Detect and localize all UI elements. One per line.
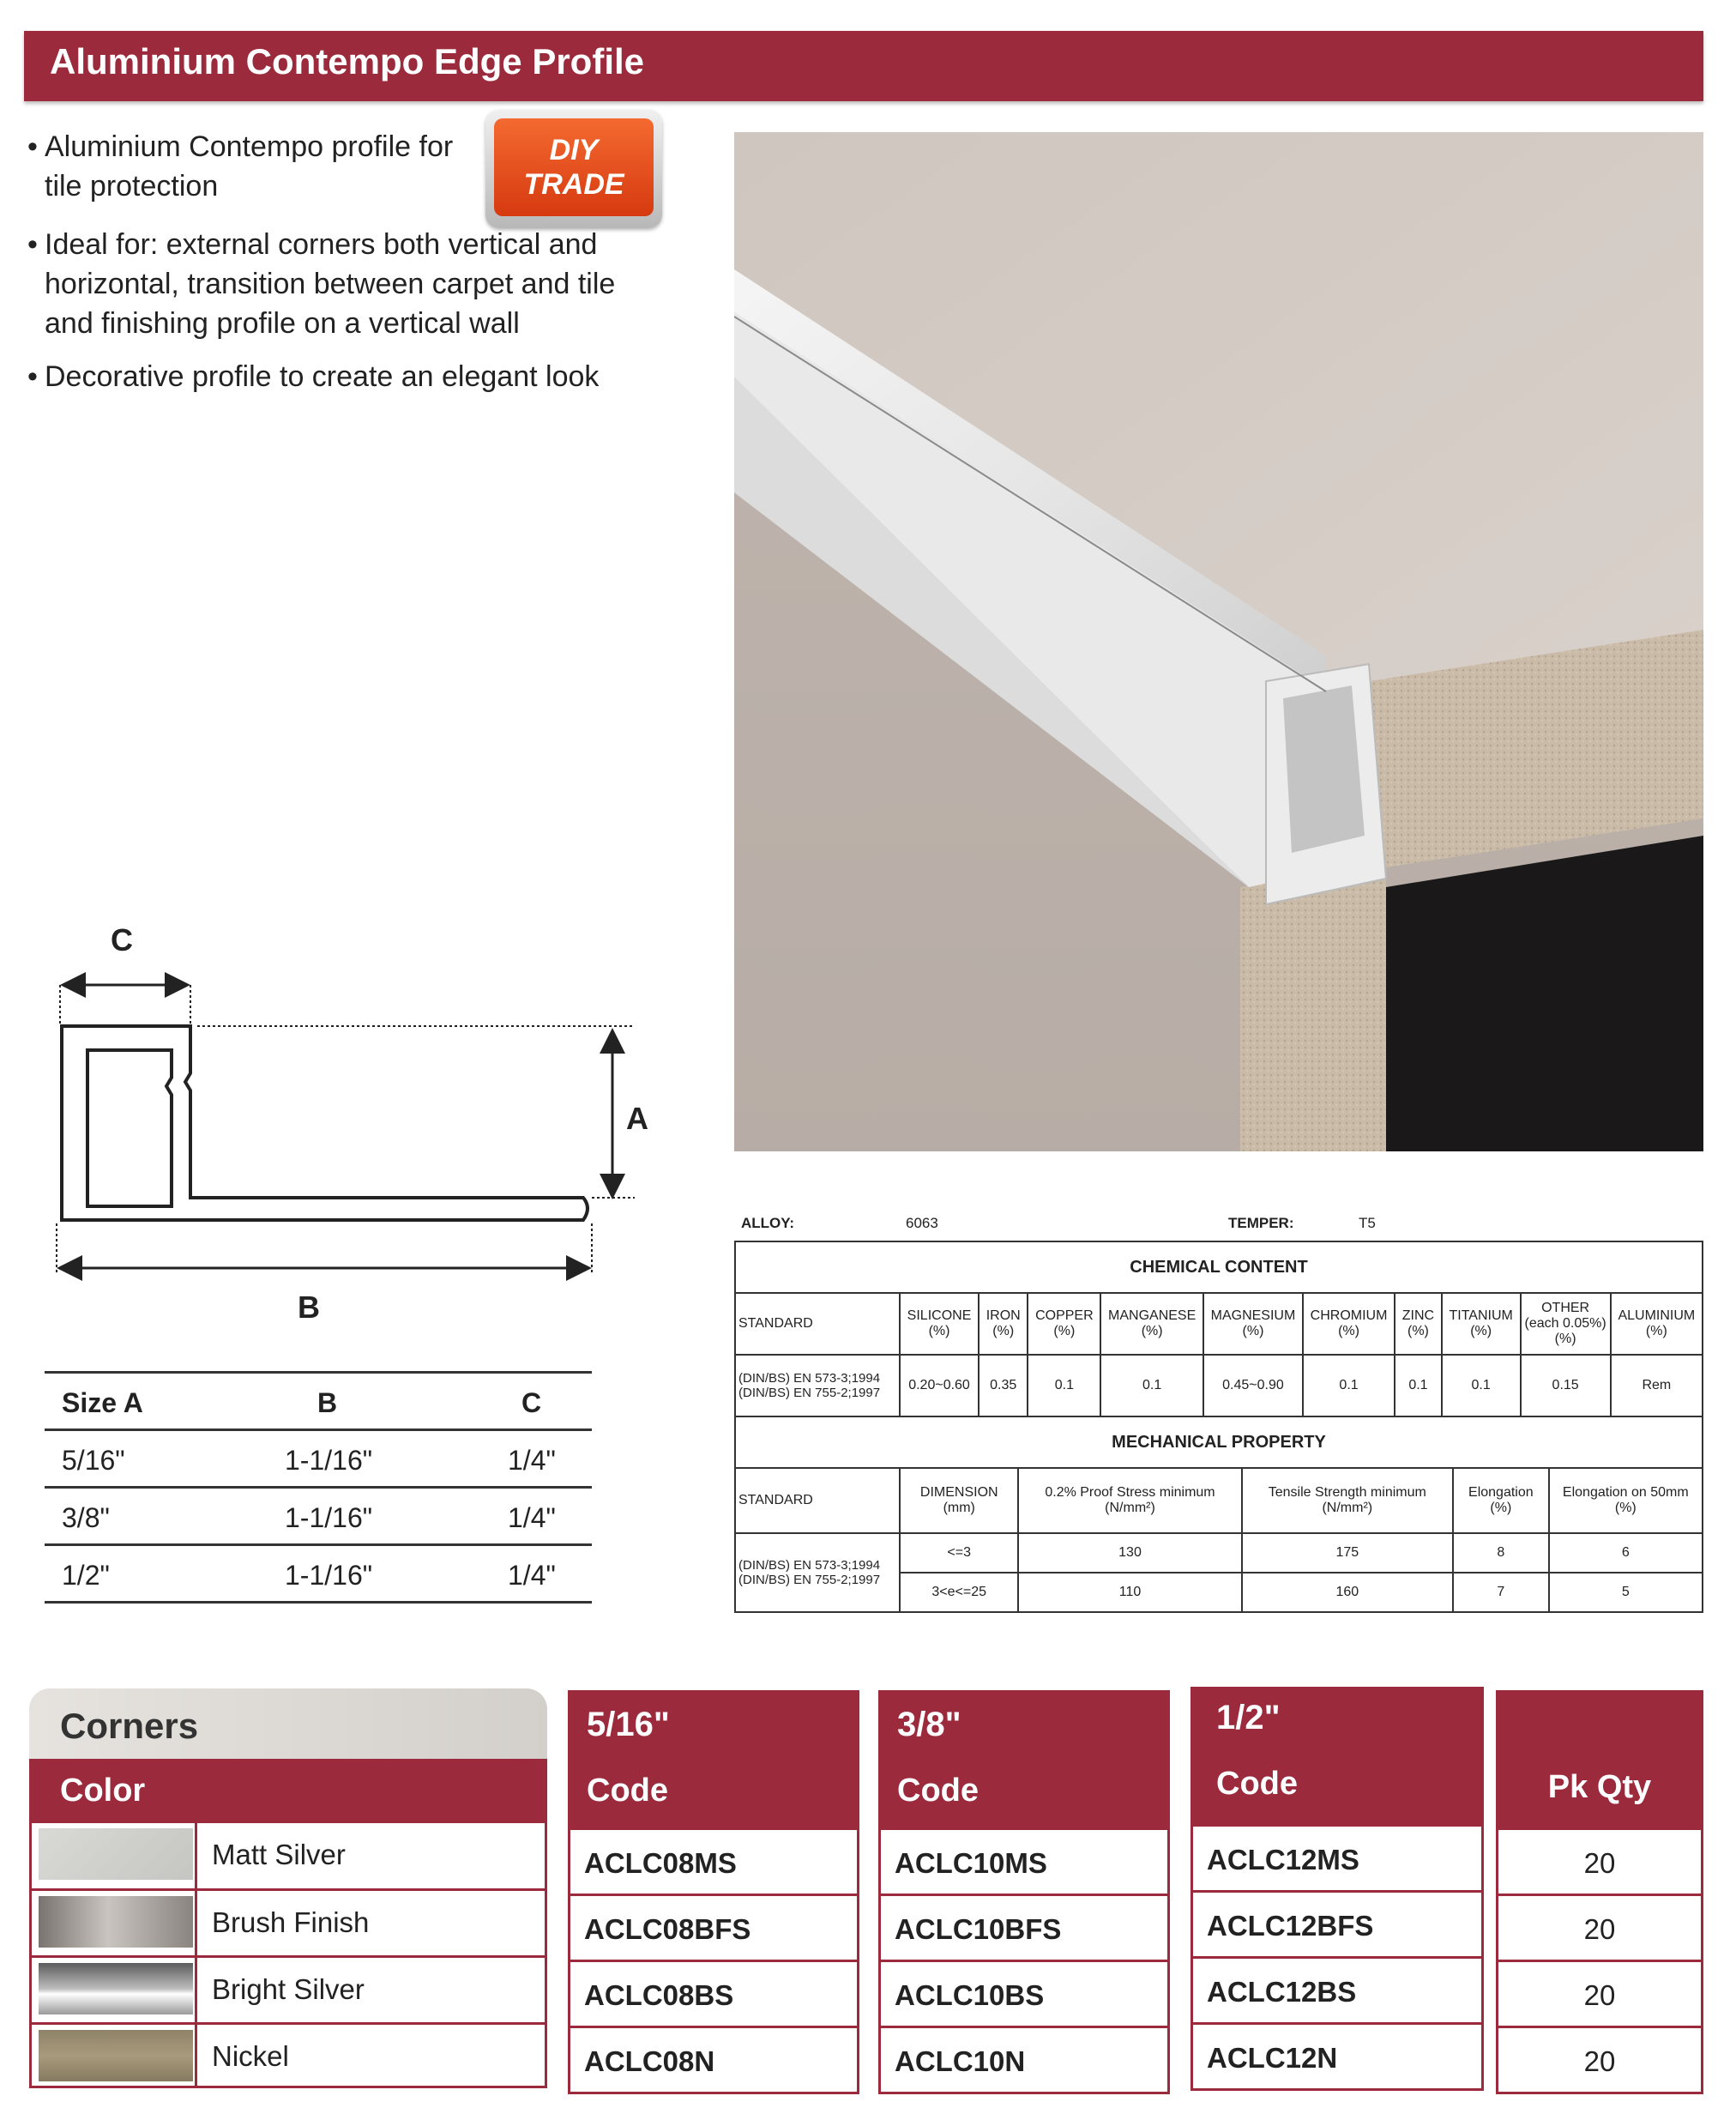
size-a-cell: 3/8" [62,1502,110,1533]
bright-silver-swatch [39,1963,193,2014]
pk-qty-cell [1496,1827,1703,1896]
code-text: ACLC08MS [584,1847,737,1879]
mech-header: Elongation on 50mm (%) [1549,1468,1703,1533]
mech-header: Tensile Strength minimum (N/mm²) [1242,1468,1454,1533]
alloy-label: ALLOY: [741,1215,795,1231]
product-photo [734,132,1703,1151]
chem-value: 0.35 [979,1355,1028,1416]
chem-header: TITANIUM (%) [1442,1293,1521,1355]
code-cell [1190,1890,1484,1959]
chemical-title: CHEMICAL CONTENT [735,1241,1703,1293]
color-name: Bright Silver [212,1973,365,2005]
pk-qty-label: Pk Qty [1547,1769,1652,1805]
pk-qty-value: 20 [1583,1979,1616,2011]
code-text: ACLC12BFS [1207,1910,1374,1942]
chem-value: 0.1 [1395,1355,1442,1416]
badge-line-1: DIY [549,134,599,166]
corners-header [29,1688,547,1762]
size-a-cell: 1/2" [62,1560,110,1591]
code-cell [568,1894,859,1962]
list-item [32,1823,545,1888]
mech-value: 110 [1018,1573,1241,1612]
column-code-label: Code [1216,1766,1298,1802]
code-text: ACLC10BFS [895,1913,1062,1945]
code-text: ACLC12BS [1207,1976,1357,2008]
code-cell [568,1827,859,1896]
corners-title: Corners [60,1706,199,1746]
page-title: Aluminium Contempo Edge Profile [50,41,645,82]
title-bar [24,31,1703,101]
mech-standard: (DIN/BS) EN 573-3;1994 (DIN/BS) EN 755-2;1997 [735,1533,900,1612]
mech-value: 3<e<=25 [900,1573,1018,1612]
size-table [45,1371,592,1604]
bullet-2-text: Ideal for: external corners both vertical and horizontal, transition between carpet and tile and finishing profile on a vertical wall [45,228,616,340]
color-list [29,1821,547,2088]
pk-qty-cell [1496,1894,1703,1962]
code-text: ACLC10N [895,2045,1026,2077]
temper-label: TEMPER: [1228,1215,1294,1231]
column-code-label: Code [587,1773,668,1809]
code-cell [1190,1956,1484,2025]
header-size-a: Size A [62,1387,143,1418]
chem-header: SILICONE (%) [900,1293,979,1355]
code-cell [878,1827,1170,1896]
column-1-2-header [1190,1687,1484,1826]
chem-header: OTHER (each 0.05%) (%) [1521,1293,1611,1355]
column-size-label: 1/2" [1216,1699,1281,1736]
bullet-1: • Aluminium Contempo profile for tile protection [27,127,473,206]
diy-trade-badge [485,110,662,228]
chemical-table [734,1241,1703,1417]
mech-value: 6 [1549,1533,1703,1573]
mech-value: 175 [1242,1533,1454,1573]
code-text: ACLC08BS [584,1979,734,2011]
size-c-cell: 1/4" [508,1445,556,1476]
mech-header: Elongation (%) [1453,1468,1549,1533]
pk-qty-value: 20 [1583,1913,1616,1945]
bullet-3-text: Decorative profile to create an elegant look [45,360,600,393]
chem-value: 0.45~0.90 [1203,1355,1303,1416]
code-text: ACLC08BFS [584,1913,751,1945]
code-cell [1190,1824,1484,1893]
mech-value: <=3 [900,1533,1018,1573]
list-item [32,1958,545,2023]
alloy-value: 6063 [906,1215,938,1231]
code-cell [878,2026,1170,2094]
code-cell [878,1894,1170,1962]
list-item [32,1891,545,1956]
label-b: B [298,1290,320,1325]
code-text: ACLC08N [584,2045,715,2077]
header-b: B [317,1387,338,1418]
column-5-16-header [568,1690,859,1829]
list-item [32,2025,545,2090]
column-size-label: 3/8" [897,1706,961,1743]
chem-value: Rem [1611,1355,1703,1416]
mechanical-title: MECHANICAL PROPERTY [735,1416,1703,1468]
size-table-header [45,1371,592,1431]
mech-value: 130 [1018,1533,1241,1573]
size-b-cell: 1-1/16" [285,1445,373,1476]
bullet-3: • Decorative profile to create an elegant look [27,357,645,396]
alloy-temper-row [734,1210,1703,1241]
brush-finish-swatch [39,1896,193,1948]
color-name: Nickel [212,2040,289,2072]
nickel-swatch [39,2030,193,2081]
table-row [45,1546,592,1604]
chem-value: 0.1 [1100,1355,1203,1416]
profile-diagram [43,915,660,1326]
code-text: ACLC12MS [1207,1844,1359,1875]
pk-qty-cell [1496,1960,1703,2028]
header-c: C [521,1387,542,1418]
mechanical-table [734,1416,1703,1613]
chem-header: ALUMINIUM (%) [1611,1293,1703,1355]
chem-header: COPPER (%) [1028,1293,1100,1355]
size-c-cell: 1/4" [508,1502,556,1533]
mech-value: 8 [1453,1533,1549,1573]
code-cell [1190,2022,1484,2091]
label-c: C [111,922,133,957]
spec-table [734,1210,1703,1613]
mech-value: 160 [1242,1573,1454,1612]
chem-header: MAGNESIUM (%) [1203,1293,1303,1355]
bullet-2: • Ideal for: external corners both vertical and horizontal, transition between carpet and tile and finishing profile on a vertical wall [27,225,645,343]
mech-header: STANDARD [735,1468,900,1533]
chem-value: 0.15 [1521,1355,1611,1416]
size-b-cell: 1-1/16" [285,1502,373,1533]
code-text: ACLC10MS [895,1847,1047,1879]
mech-header: 0.2% Proof Stress minimum (N/mm²) [1018,1468,1241,1533]
code-text: ACLC10BS [895,1979,1045,2011]
column-code-label: Code [897,1773,979,1809]
chem-value: 0.1 [1442,1355,1521,1416]
color-header [29,1759,547,1821]
badge-line-2: TRADE [523,168,624,201]
chem-value: 0.1 [1303,1355,1395,1416]
bullet-1-text: Aluminium Contempo profile for tile protection [45,130,454,202]
mech-header: DIMENSION (mm) [900,1468,1018,1533]
chem-value: 0.1 [1028,1355,1100,1416]
code-text: ACLC12N [1207,2042,1338,2074]
matt-silver-swatch [39,1828,193,1880]
color-header-label: Color [60,1773,146,1809]
chem-header: IRON (%) [979,1293,1028,1355]
code-cell [568,1960,859,2028]
chem-value: 0.20~0.60 [900,1355,979,1416]
table-row [45,1489,592,1546]
color-name: Brush Finish [212,1906,370,1938]
pk-qty-value: 20 [1583,2045,1616,2077]
chem-header: MANGANESE (%) [1100,1293,1203,1355]
size-b-cell: 1-1/16" [285,1560,373,1591]
label-a: A [626,1101,648,1136]
size-a-cell: 5/16" [62,1445,125,1476]
temper-value: T5 [1359,1215,1376,1231]
chem-header: STANDARD [735,1293,900,1355]
table-row [45,1431,592,1489]
chem-standard: (DIN/BS) EN 573-3;1994 (DIN/BS) EN 755-2;1997 [735,1355,900,1416]
size-c-cell: 1/4" [508,1560,556,1591]
color-name: Matt Silver [212,1839,346,1870]
pk-qty-value: 20 [1583,1847,1616,1879]
code-cell [878,1960,1170,2028]
pk-qty-cell [1496,2026,1703,2094]
column-size-label: 5/16" [587,1706,670,1743]
mech-value: 7 [1453,1573,1549,1612]
chem-header: ZINC (%) [1395,1293,1442,1355]
code-cell [568,2026,859,2094]
pk-qty-header [1496,1690,1703,1829]
chem-header: CHROMIUM (%) [1303,1293,1395,1355]
mech-value: 5 [1549,1573,1703,1612]
column-3-8-header [878,1690,1170,1829]
